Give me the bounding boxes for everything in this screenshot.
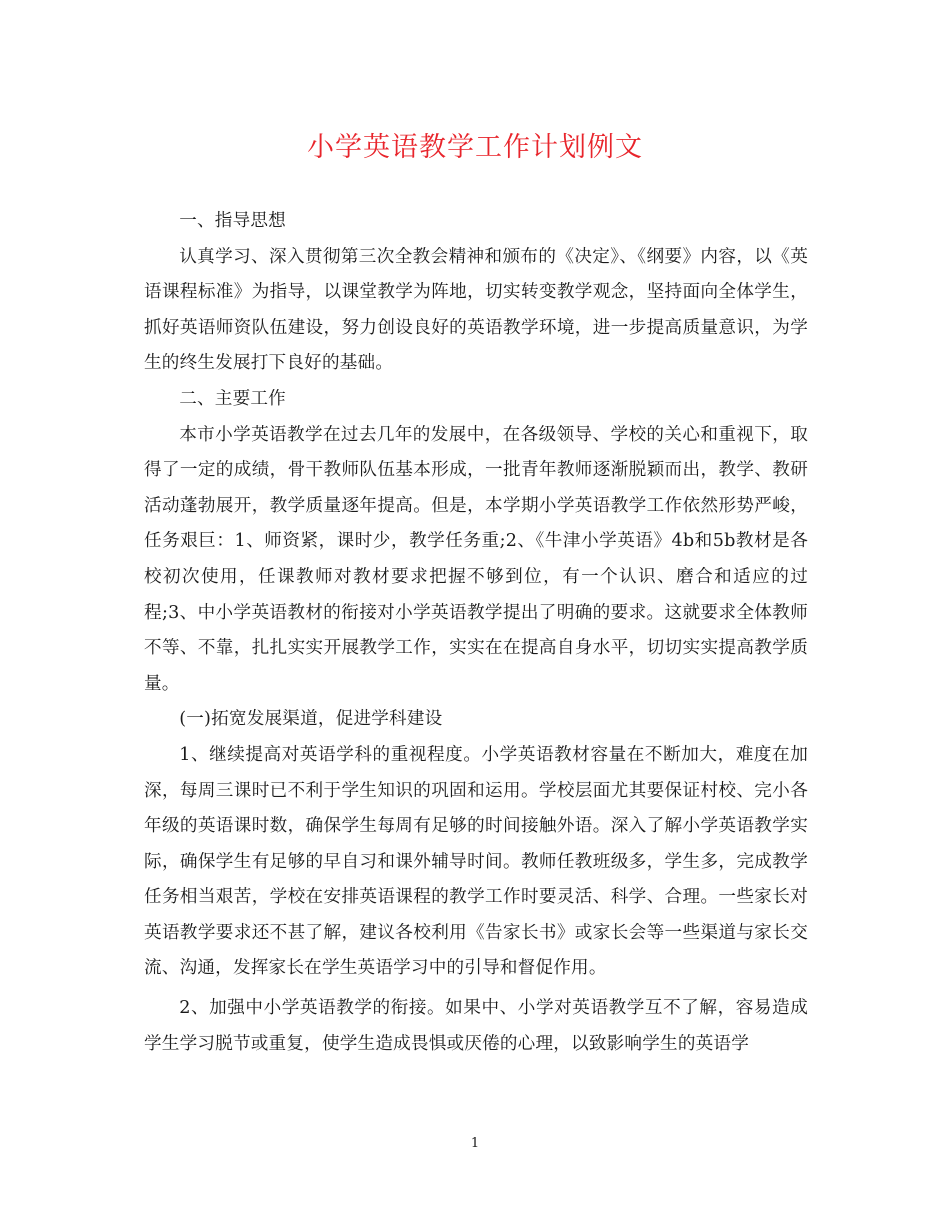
section-heading-main-work: 二、主要工作 xyxy=(179,388,286,409)
document-title: 小学英语教学工作计划例文 xyxy=(307,132,643,163)
paragraph-main-work: 本市小学英语教学在过去几年的发展中，在各级领导、学校的关心和重视下，取得了一定的成绩，骨干教师队伍基本形成，一批青年教师逐渐脱颖而出，教学、教研活动蓬勃展开，教学质量逐年提高。但是，本学期小学英语教学工作依然形势严峻，任务艰巨：1、师资紧，课时少，教学任务重;2、《牛津小学英语》4b和5b教材是各校初次使用，任课教师对教材要求把握不够到位，有一个认识、磨合和适应的过程;3、中小学英语教材的衔接对小学英语教学提出了明确的要求。这就要求全体教师不等、不靠，扎扎实实开展教学工作，实实在在提高自身水平，切切实实提高教学质量。 xyxy=(144,424,808,694)
document-body xyxy=(144,204,808,1062)
paragraph-item-1: 1、继续提高对英语学科的重视程度。小学英语教材容量在不断加大，难度在加深，每周三课时已不利于学生知识的巩固和运用。学校层面尤其要保证村校、完小各年级的英语课时数，确保学生每周有足够的时间接触外语。深入了解小学英语教学实际，确保学生有足够的早自习和课外辅导时间。教师任教班级多，学生多，完成教学任务相当艰苦，学校在安排英语课程的教学工作时要灵活、科学、合理。一些家长对英语教学要求还不甚了解，建议各校利用《告家长书》或家长会等一些渠道与家长交流、沟通，发挥家长在学生英语学习中的引导和督促作用。 xyxy=(144,744,808,979)
paragraph-item-2: 2、加强中小学英语教学的衔接。如果中、小学对英语教学互不了解，容易造成学生学习脱节或重复，使学生造成畏惧或厌倦的心理，以致影响学生的英语学 xyxy=(144,998,808,1054)
page-number: 1 xyxy=(470,1136,480,1151)
section-heading-guiding-thought: 一、指导思想 xyxy=(179,211,286,231)
subsection-heading-channels: (一)拓宽发展渠道，促进学科建设 xyxy=(179,709,443,730)
paragraph-guiding-thought: 认真学习、深入贯彻第三次全教会精神和颁布的《决定》、《纲要》内容，以《英语课程标准》为指导，以课堂教学为阵地，切实转变教学观念，坚持面向全体学生，抓好英语师资队伍建设，努力创设良好的英语教学环境，进一步提高质量意识，为学生的终生发展打下良好的基础。 xyxy=(144,246,808,374)
